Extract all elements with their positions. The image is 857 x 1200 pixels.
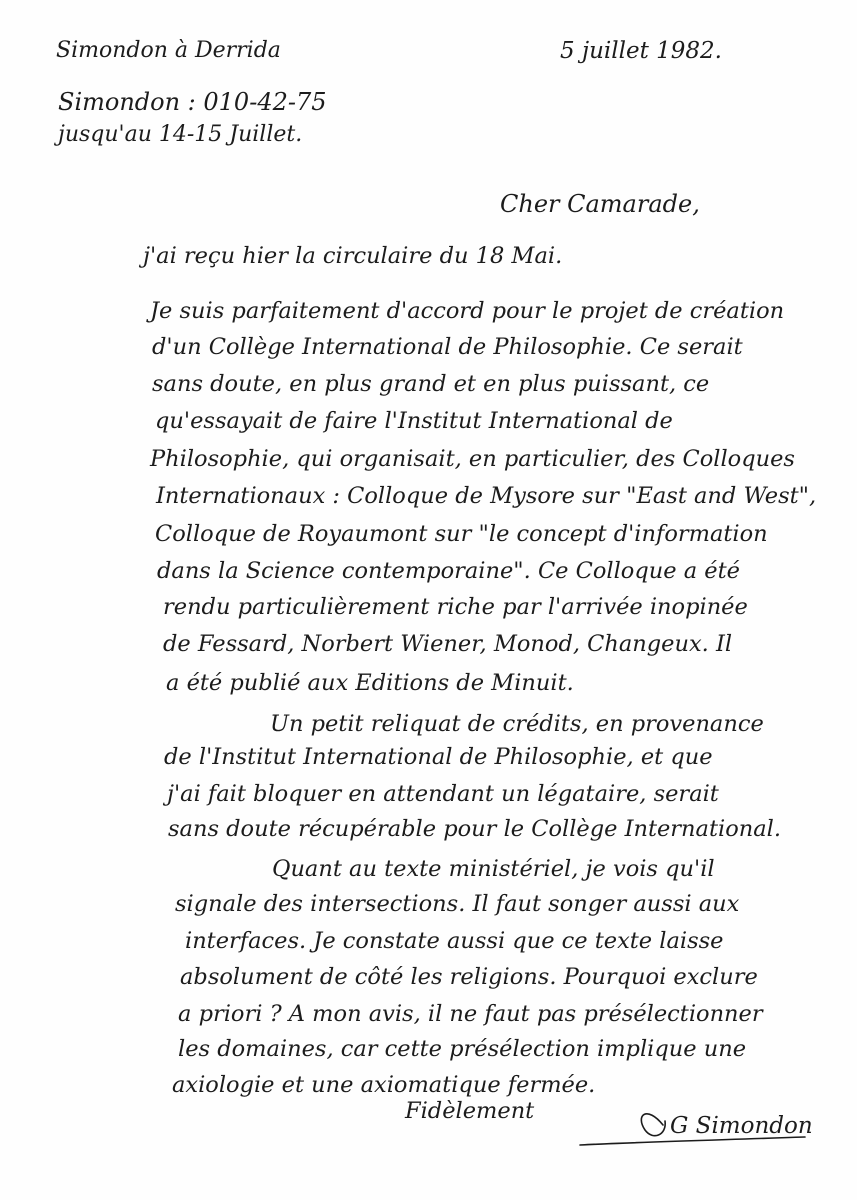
letter-date: 5 juillet 1982. <box>560 38 722 64</box>
body-line: de Fessard, Norbert Wiener, Monod, Changeux. Il <box>163 631 733 657</box>
body-line: signale des intersections. Il faut songer aussi aux <box>175 891 740 917</box>
body-line: absolument de côté les religions. Pourquoi exclure <box>180 964 758 990</box>
body-line: Un petit reliquat de crédits, en provenance <box>270 711 764 737</box>
body-line: j'ai fait bloquer en attendant un légataire, serait <box>167 781 719 807</box>
body-line: Colloque de Royaumont sur "le concept d'information <box>155 521 768 547</box>
body-line: Je suis parfaitement d'accord pour le projet de création <box>150 298 785 324</box>
body-line: rendu particulièrement riche par l'arrivée inopinée <box>163 594 748 620</box>
body-line: axiologie et une axiomatique fermée. <box>172 1072 596 1098</box>
body-line: Philosophie, qui organisait, en particulier, des Colloques <box>150 446 795 472</box>
closing: Fidèlement <box>405 1098 535 1124</box>
body-line: qu'essayait de faire l'Institut International de <box>155 408 673 434</box>
body-line: sans doute, en plus grand et en plus puissant, ce <box>152 371 710 397</box>
letter-heading: Simondon à Derrida <box>56 38 281 63</box>
body-line: a été publié aux Editions de Minuit. <box>166 670 574 696</box>
body-line: les domaines, car cette présélection implique une <box>178 1036 747 1062</box>
body-line: dans la Science contemporaine". Ce Colloque a été <box>157 558 740 584</box>
body-line: a priori ? A mon avis, il ne faut pas présélectionner <box>178 1001 763 1027</box>
body-line: de l'Institut International de Philosophie, et que <box>164 744 713 770</box>
signature <box>575 1085 813 1160</box>
body-line: d'un Collège International de Philosophie. Ce serait <box>152 334 743 360</box>
body-line: Quant au texte ministériel, je vois qu'il <box>272 856 715 882</box>
availability-note: jusqu'au 14-15 Juillet. <box>58 122 303 147</box>
body-line: interfaces. Je constate aussi que ce texte laisse <box>185 928 724 954</box>
signature-text: G Simondon <box>670 1113 813 1139</box>
body-line: Internationaux : Colloque de Mysore sur "East and West", <box>156 483 817 509</box>
body-line: j'ai reçu hier la circulaire du 18 Mai. <box>143 243 563 269</box>
phone-number: Simondon : 010-42-75 <box>58 88 327 116</box>
salutation: Cher Camarade, <box>500 190 700 218</box>
body-line: sans doute récupérable pour le Collège International. <box>168 816 782 842</box>
